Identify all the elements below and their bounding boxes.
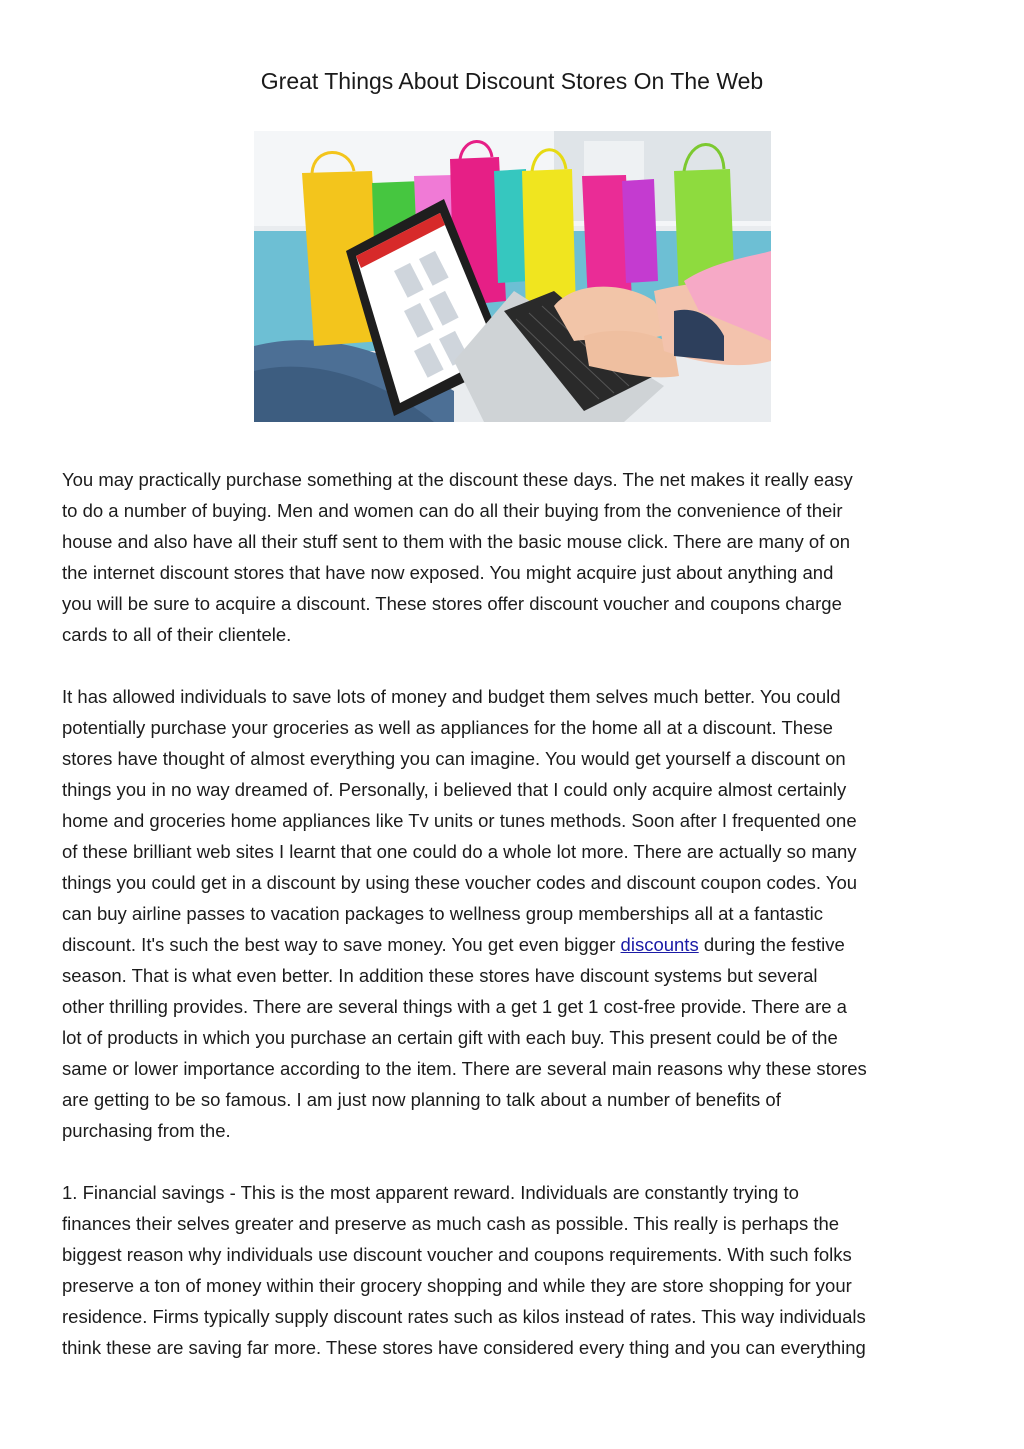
discounts-link[interactable]: discounts	[620, 934, 699, 955]
document-title: Great Things About Discount Stores On The Web	[260, 68, 764, 94]
text-line: residence. Firms typically supply discount rates such as kilos instead of rates. This way individuals	[62, 1306, 866, 1327]
text-line: season. That is what even better. In addition these stores have discount systems but several	[62, 965, 818, 986]
text-line: think these are saving far more. These stores have considered every thing and you can everything	[62, 1337, 866, 1358]
text-line: purchasing from the.	[62, 1120, 231, 1141]
text-line: home and groceries home appliances like Tv units or tunes methods. Soon after I frequented one	[62, 810, 857, 831]
text-line: to do a number of buying. Men and women can do all their buying from the convenience of their	[62, 500, 843, 521]
text-line: biggest reason why individuals use discount voucher and coupons requirements. With such folks	[62, 1244, 852, 1265]
text-line-with-link	[62, 929, 967, 960]
text-line: stores have thought of almost everything you can imagine. You would get yourself a discount on	[62, 748, 846, 769]
text-after-link: during the festive	[698, 934, 845, 955]
article-body	[62, 464, 967, 1394]
text-line: cards to all of their clientele.	[62, 624, 292, 645]
text-line: You may practically purchase something at the discount these days. The net makes it really easy	[62, 469, 853, 490]
paragraph-2	[62, 681, 967, 1146]
paragraph-3	[62, 1177, 967, 1363]
text-line: the internet discount stores that have now exposed. You might acquire just about anything and	[62, 562, 834, 583]
text-line: are getting to be so famous. I am just now planning to talk about a number of benefits of	[62, 1089, 781, 1110]
text-line: potentially purchase your groceries as well as appliances for the home all at a discount. These	[62, 717, 833, 738]
text-line: preserve a ton of money within their grocery shopping and while they are store shopping for your	[62, 1275, 852, 1296]
text-line: of these brilliant web sites I learnt that one could do a whole lot more. There are actually so many	[62, 841, 857, 862]
text-line: can buy airline passes to vacation packages to wellness group memberships all at a fantastic	[62, 903, 823, 924]
text-line: things you in no way dreamed of. Personally, i believed that I could only acquire almost certainly	[62, 779, 847, 800]
text-line: finances their selves greater and preserve as much cash as possible. This really is perhaps the	[62, 1213, 840, 1234]
text-line: things you could get in a discount by using these voucher codes and discount coupon codes. You	[62, 872, 858, 893]
text-line: house and also have all their stuff sent to them with the basic mouse click. There are many of on	[62, 531, 851, 552]
hero-image-shopping-bags-laptop	[254, 131, 771, 422]
text-line: same or lower importance according to the item. There are several main reasons why these stores	[62, 1058, 867, 1079]
text-before-link: discount. It's such the best way to save money. You get even bigger	[62, 934, 621, 955]
text-line: It has allowed individuals to save lots of money and budget them selves much better. You could	[62, 686, 841, 707]
paragraph-1	[62, 464, 967, 650]
text-line: other thrilling provides. There are several things with a get 1 get 1 cost-free provide. There are a	[62, 996, 847, 1017]
text-line: 1. Financial savings - This is the most apparent reward. Individuals are constantly trying to	[62, 1182, 799, 1203]
text-line: lot of products in which you purchase an certain gift with each buy. This present could be of the	[62, 1027, 838, 1048]
text-line: you will be sure to acquire a discount. These stores offer discount voucher and coupons charge	[62, 593, 842, 614]
